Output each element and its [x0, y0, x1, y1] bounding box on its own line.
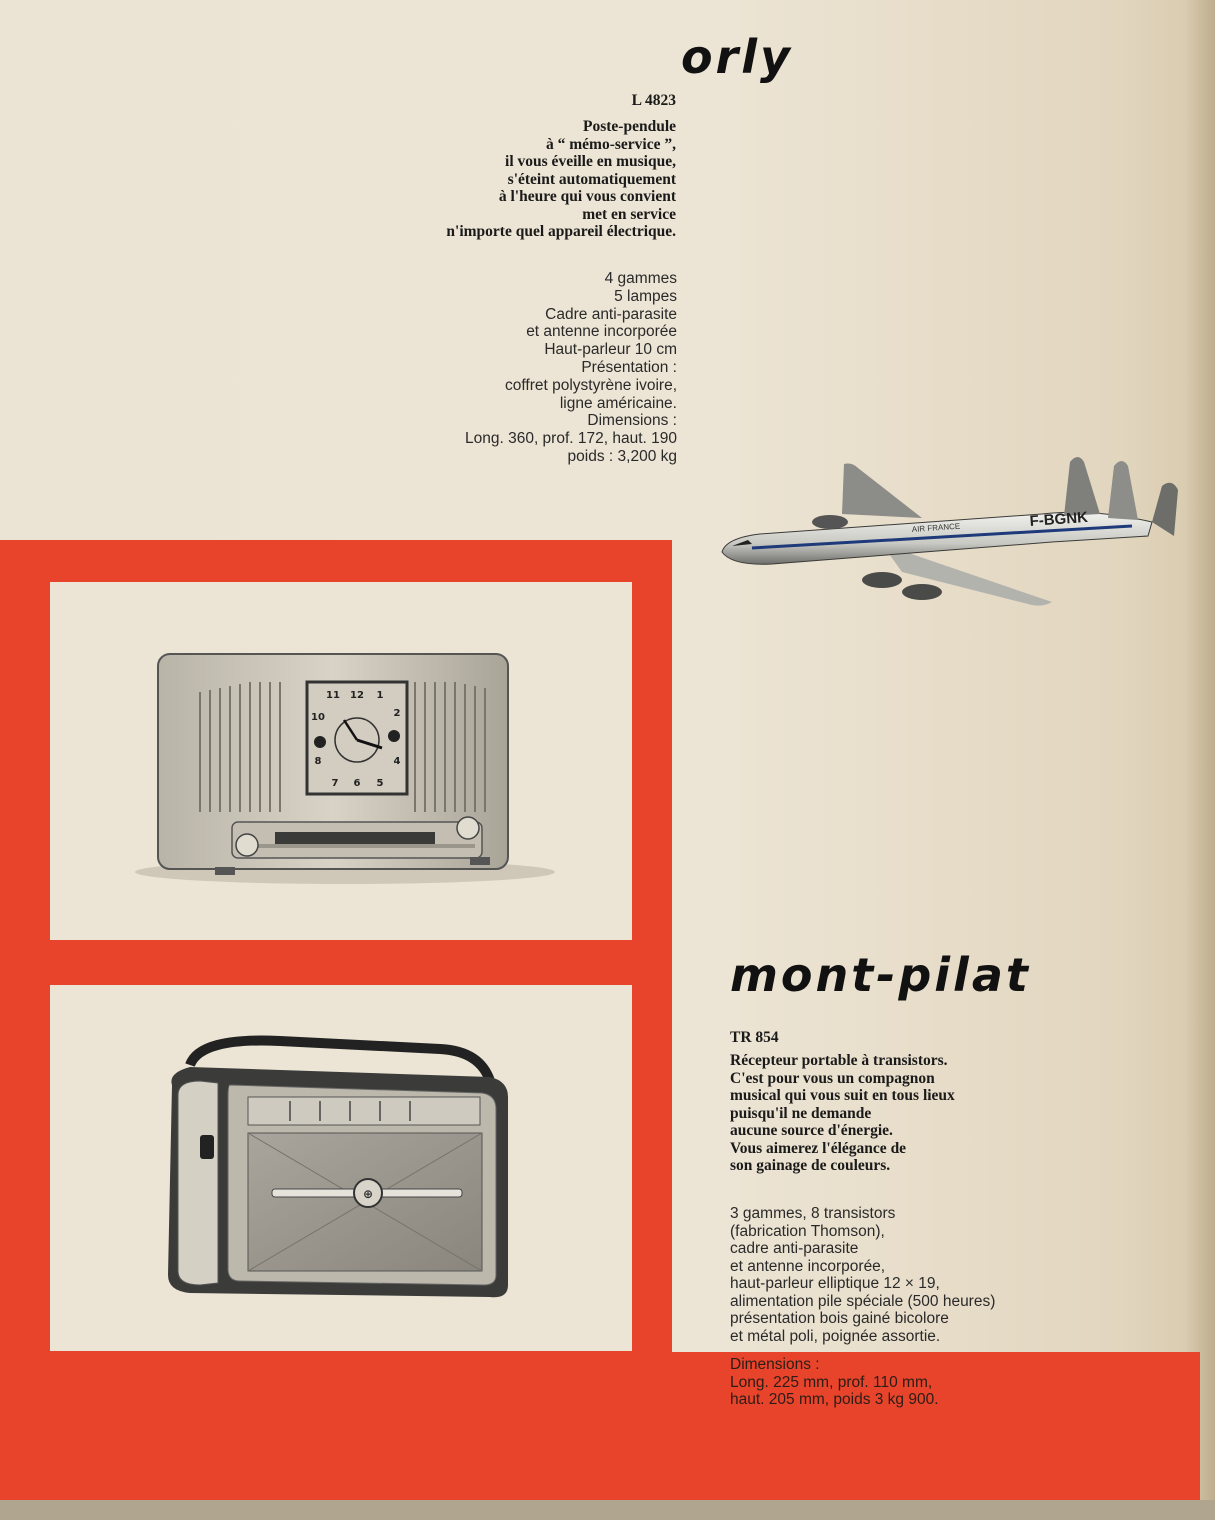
clock-number: 7 [331, 778, 339, 789]
orly-title: orly [680, 30, 793, 84]
clock-number: 11 [326, 690, 340, 701]
orly-radio-photo [50, 582, 632, 940]
clock-number: 8 [314, 756, 322, 767]
page-edge-shadow [1185, 0, 1215, 1520]
clock-number: 1 [376, 690, 384, 701]
clock-number: 4 [393, 756, 401, 767]
mont-pilat-description: Récepteur portable à transistors. C'est pour vous un compagnon musical qui vous suit en tous lieux puisqu'il ne demande aucune source d'énergie. Vous aimerez l'élégance de son gainage de couleurs. [730, 1052, 955, 1174]
clock-radio-illustration [50, 582, 632, 940]
airplane-illustration [712, 452, 1192, 612]
mont-pilat-specifications: 3 gammes, 8 transistors (fabrication Thomson), cadre anti-parasite et antenne incorporée, haut-parleur elliptique 12 × 19, alimentation pile spéciale (500 heures) présentation bois gainé bicolore et métal poli, poignée assortie. [730, 1205, 996, 1345]
mont-pilat-dimensions: Dimensions : Long. 225 mm, prof. 110 mm, haut. 205 mm, poids 3 kg 900. [730, 1356, 939, 1408]
page-bottom-strip [0, 1500, 1215, 1520]
clock-number: 2 [393, 708, 401, 719]
portable-radio-illustration [50, 985, 632, 1351]
orly-specifications: 4 gammes 5 lampes Cadre anti-parasite et antenne incorporée Haut-parleur 10 cm Présentation : coffret polystyrène ivoire, ligne américaine. Dimensions : Long. 360, prof. 172, haut. 190 poids : 3,200 kg [464, 270, 677, 465]
orly-reference: L 4823 [631, 92, 676, 109]
mont-pilat-radio-photo [50, 985, 632, 1351]
airplane-livery: AIR FRANCE [911, 521, 961, 534]
clock-number: 6 [353, 778, 361, 789]
mont-pilat-reference: TR 854 [730, 1029, 779, 1046]
clock-number: 5 [376, 778, 384, 789]
clock-number: 10 [311, 712, 325, 723]
red-band [0, 1352, 1200, 1500]
clock-number: 12 [350, 690, 364, 701]
airplane-registration: F-BGNK [1029, 508, 1089, 530]
orly-description: Poste-pendule à “ mémo-service ”, il vous éveille en musique, s'éteint automatiquement à l'heure qui vous convient met en service n'importe quel appareil électrique. [446, 118, 676, 240]
mont-pilat-title: mont-pilat [730, 948, 1031, 1002]
svg-text:⊕: ⊕ [362, 1187, 374, 1201]
